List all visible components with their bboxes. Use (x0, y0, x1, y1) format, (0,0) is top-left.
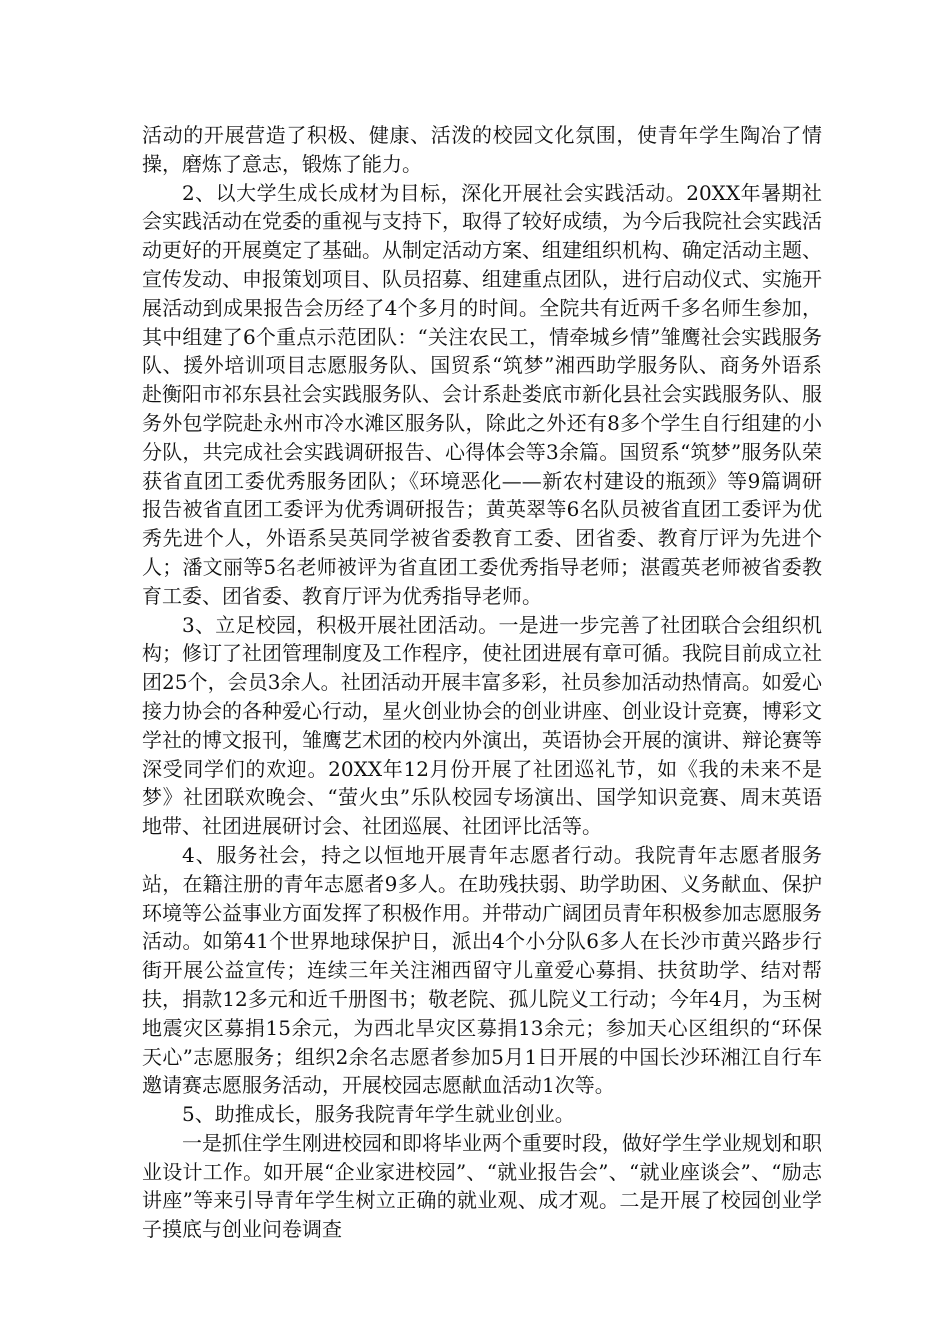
paragraph-4: 4、服务社会，持之以恒地开展青年志愿者行动。我院青年志愿者服务站，在籍注册的青年志愿者9多人。在助残扶弱、助学助困、义务献血、保护环境等公益事业方面发挥了积极作用。并带动广阔团员青年积极参加志愿服务活动。如第41个世界地球保护日，派出4个小分队6多人在长沙市黄兴路步行街开展公益宣传；连续三年关注湘西留守儿童爱心募捐、扶贫助学、结对帮扶，捐款12多元和近千册图书；敬老院、孤儿院义工行动；今年4月，为玉树地震灾区募捐15余元，为西北旱灾区募捐13余元；参加天心区组织的“环保天心”志愿服务；组织2余名志愿者参加5月1日开展的中国长沙环湘江自行车邀请赛志愿服务活动，开展校园志愿献血活动1次等。 (142, 842, 822, 1098)
paragraph-3: 3、立足校园，积极开展社团活动。一是进一步完善了社团联合会组织机构；修订了社团管理制度及工作程序，使社团进展有章可循。我院目前成立社团25个，会员3余人。社团活动开展丰富多彩，社员参加活动热情高。如爱心接力协会的各种爱心行动，星火创业协会的创业讲座、创业设计竞赛，博彩文学社的博文报刊，雏鹰艺术团的校内外演出，英语协会开展的演讲、辩论赛等深受同学们的欢迎。20XX年12月份开展了社团巡礼节，如《我的未来不是梦》社团联欢晚会、“萤火虫”乐队校园专场演出、国学知识竞赛、周末英语地带、社团进展研讨会、社团巡展、社团评比活等。 (142, 612, 822, 839)
paragraph-5: 5、助推成长，服务我院青年学生就业创业。 (182, 1102, 575, 1127)
paragraph-2: 2、以大学生成长成材为目标，深化开展社会实践活动。20XX年暑期社会实践活动在党委的重视与支持下，取得了较好成绩，为今后我院社会实践活动更好的开展奠定了基础。从制定活动方案、组建组织机构、确定活动主题、宣传发动、申报策划项目、队员招募、组建重点团队，进行启动仪式、实施开展活动到成果报告会历经了4个多月的时间。全院共有近两千多名师生参加，其中组建了6个重点示范团队：“关注农民工，情牵城乡情”雏鹰社会实践服务队、援外培训项目志愿服务队、国贸系“筑梦”湘西助学服务队、商务外语系赴衡阳市祁东县社会实践服务队、会计系赴娄底市新化县社会实践服务队、服务外包学院赴永州市冷水滩区服务队，除此之外还有8多个学生自行组建的小分队，共完成社会实践调研报告、心得体会等3余篇。国贸系“筑梦”服务队荣获省直团工委优秀服务团队；《环境恶化——新农村建设的瓶颈》等9篇调研报告被省直团工委评为优秀调研报告；黄英翠等6名队员被省直团工委评为优秀先进个人，外语系吴英同学被省委教育工委、团省委、教育厅评为先进个人；潘文丽等5名老师被评为省直团工委优秀指导老师；湛霞英老师被省委教育工委、团省委、教育厅评为优秀指导老师。 (142, 180, 822, 608)
paragraph-1: 活动的开展营造了积极、健康、活泼的校园文化氛围，使青年学生陶冶了情操，磨炼了意志，锻炼了能力。 (142, 123, 822, 176)
document-body (142, 121, 822, 1244)
paragraph-6: 一是抓住学生刚进校园和即将毕业两个重要时段，做好学生学业规划和职业设计工作。如开展“企业家进校园”、“就业报告会”、“就业座谈会”、“励志讲座”等来引导青年学生树立正确的就业观、成才观。二是开展了校园创业学子摸底与创业问卷调查 (142, 1130, 822, 1242)
